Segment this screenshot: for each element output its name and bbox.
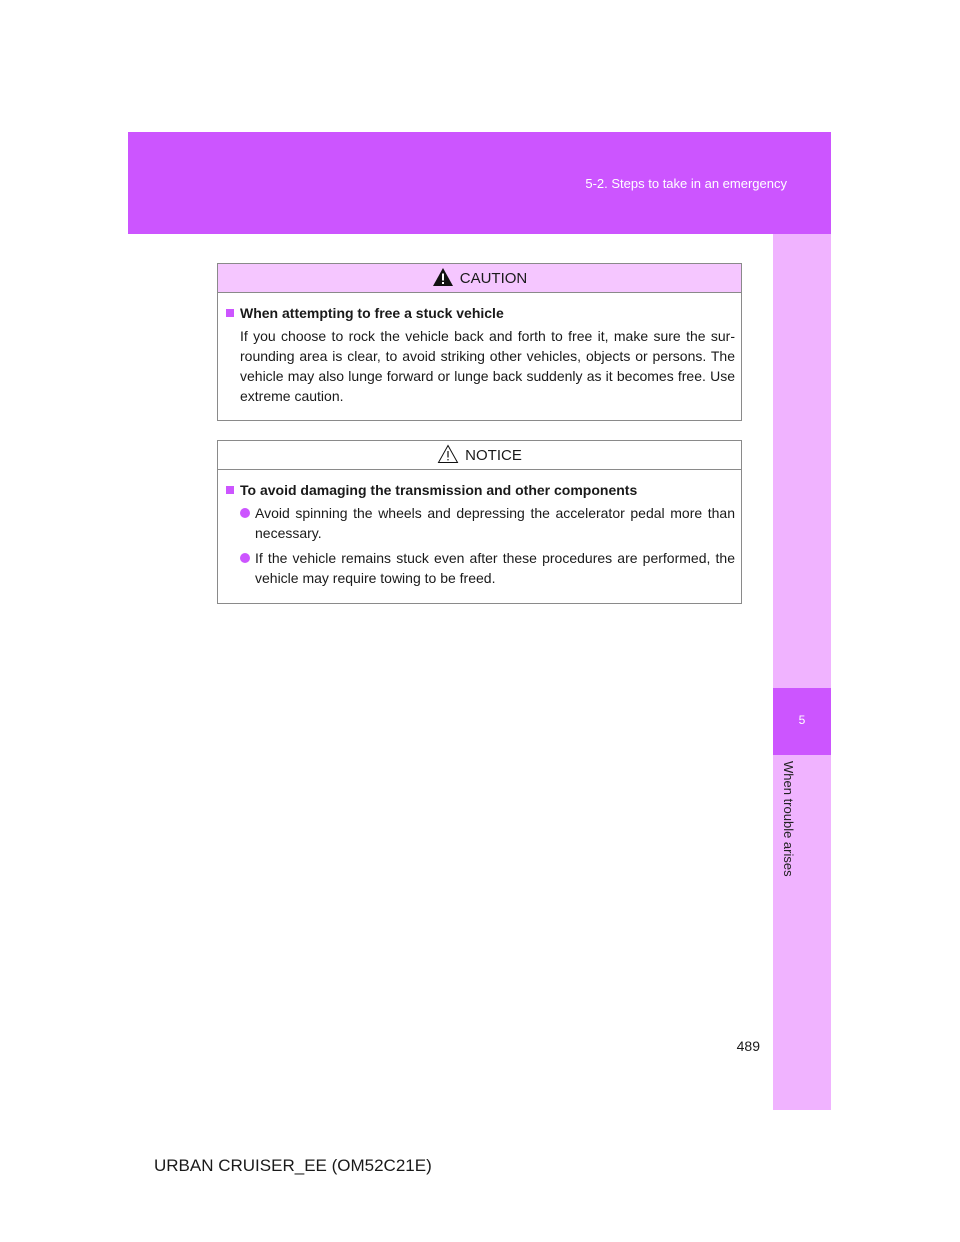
caution-item-title [226, 305, 735, 321]
caution-item-title-text: When attempting to free a stuck vehicle [240, 305, 504, 321]
notice-box [217, 440, 742, 604]
notice-bullet-item [240, 503, 735, 543]
caution-body [218, 293, 741, 418]
page-number: 489 [736, 1038, 760, 1054]
caution-header [218, 264, 741, 293]
round-bullet-icon [240, 508, 250, 518]
notice-bullet-text: If the vehicle remains stuck even after these procedures are performed, the vehicle may require towing to be freed. [255, 550, 735, 586]
notice-heading: NOTICE [465, 446, 522, 464]
round-bullet-icon [240, 553, 250, 563]
notice-item-title [226, 482, 735, 498]
notice-body [218, 470, 741, 600]
notice-bullet-text: Avoid spinning the wheels and depressing the accelerator pedal more than necessary. [255, 505, 735, 541]
caution-heading: CAUTION [459, 269, 528, 287]
footer-manual-code: URBAN CRUISER_EE (OM52C21E) [154, 1156, 432, 1175]
chapter-side-tab [773, 234, 831, 1110]
notice-item-title-text: To avoid damaging the transmission and other components [240, 482, 638, 498]
chapter-number: 5 [798, 713, 806, 727]
caution-box [217, 263, 742, 421]
square-bullet-icon [226, 309, 234, 317]
caution-paragraph: If you choose to rock the vehicle back and forth to free it, make sure the sur-rounding area is clear, to avoid striking other vehicles, objects or persons. The vehicle may also lunge forward or lunge back suddenly as it becomes free. Use extreme caution. [240, 328, 735, 404]
square-bullet-icon [226, 486, 234, 494]
notice-header [218, 441, 741, 470]
chapter-label: When trouble arises [781, 761, 796, 877]
section-title: 5-2. Steps to take in an emergency [585, 176, 787, 191]
warning-triangle-icon [432, 267, 454, 287]
notice-bullet-item [240, 548, 735, 588]
warning-triangle-outline-icon [437, 444, 459, 464]
chapter-number-block [773, 688, 831, 755]
header-band [128, 132, 831, 234]
